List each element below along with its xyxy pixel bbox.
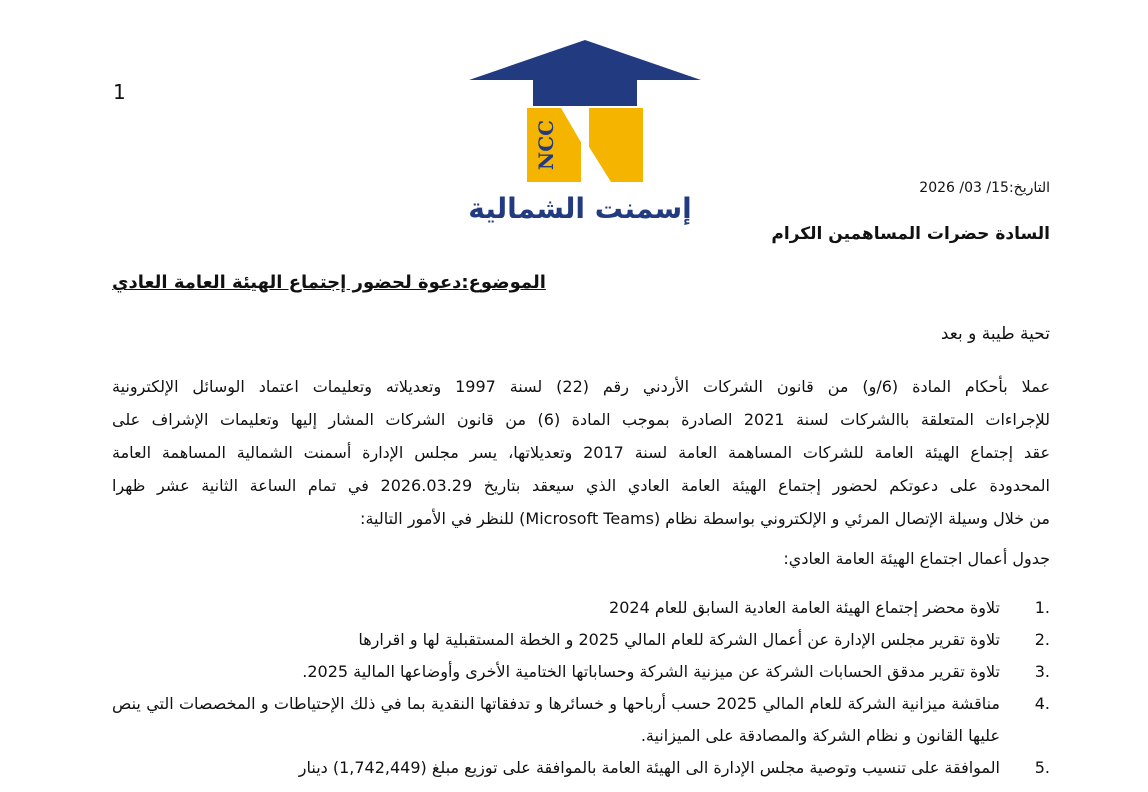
- body-line: من خلال وسيلة الإتصال المرئي و الإلكتروني بواسطة نظام (Microsoft Teams) للنظر في الأمور التالية:: [360, 509, 1050, 528]
- logo-mark-icon: [465, 36, 705, 196]
- agenda-item: [112, 656, 1050, 688]
- agenda-item-text: مناقشة ميزانية الشركة للعام المالي 2025 حسب أرباحها و خسائرها و تدفقاتها النقدية بما في ذلك الإحتياطات و المخصصات التي ينص عليها القانون و نظام الشركة والمصادقة على الميزانية.: [112, 694, 1000, 745]
- agenda-item-text: تلاوة محضر إجتماع الهيئة العامة العادية السابق للعام 2024: [609, 598, 1000, 617]
- agenda-item-text: تلاوة تقرير مجلس الإدارة عن أعمال الشركة للعام المالي 2025 و الخطة المستقبلية لها و اقرارها: [358, 630, 1000, 649]
- agenda-item-number: .5: [1034, 758, 1050, 777]
- body-line: المحدودة على دعوتكم لحضور إجتماع الهيئة العامة العادي الذي سيعقد بتاريخ 2026.03.29 في تمام الساعة الثانية عشر ظهرا: [112, 476, 1050, 495]
- letter-date: التاريخ:15/ 03/ 2026: [919, 180, 1050, 196]
- agenda-list: [112, 592, 1050, 784]
- body-line: عملا بأحكام المادة (6/و) من قانون الشركات الأردني رقم (22) لسنة 1997 وتعديلاته وتعليمات اعتماد الوسائل الإلكترونية: [112, 377, 1051, 396]
- greeting: تحية طيبة و بعد: [940, 324, 1050, 344]
- company-logo: [465, 36, 705, 236]
- logo-brand-letters: NCC: [534, 119, 558, 171]
- agenda-item: [112, 592, 1050, 624]
- addressee: السادة حضرات المساهمين الكرام: [771, 224, 1050, 244]
- agenda-item-number: .3: [1034, 662, 1050, 681]
- logo-arabic-name: إسمنت الشمالية: [468, 192, 692, 225]
- agenda-heading: جدول أعمال اجتماع الهيئة العامة العادي:: [783, 549, 1050, 568]
- agenda-item: [112, 688, 1050, 752]
- body-line: عقد إجتماع الهيئة العامة للشركات المساهمة العامة لسنة 2017 وتعديلاتها، يسر مجلس الإدارة أسمنت الشمالية المساهمة العامة: [112, 443, 1051, 462]
- agenda-item-number: .4: [1034, 694, 1050, 713]
- page-number: 1: [113, 80, 126, 104]
- agenda-item-text: تلاوة تقرير مدقق الحسابات الشركة عن ميزنية الشركة وحساباتها الختامية الأخرى وأوضاعها المالية 2025.: [302, 662, 1000, 681]
- body-line: للإجراءات المتعلقة باالشركات لسنة 2021 الصادرة بموجب المادة (6) من قانون الشركات المشار إليها وتعليمات الإشراف على: [112, 410, 1051, 429]
- agenda-item: [112, 752, 1050, 784]
- agenda-item-number: .1: [1034, 598, 1050, 617]
- agenda-item: [112, 624, 1050, 656]
- body-paragraph: [112, 370, 1050, 535]
- agenda-item-number: .2: [1034, 630, 1050, 649]
- letter-subject: الموضوع:دعوة لحضور إجتماع الهيئة العامة العادي: [112, 272, 546, 293]
- agenda-item-text: الموافقة على تنسيب وتوصية مجلس الإدارة الى الهيئة العامة بالموافقة على توزيع مبلغ (1,742,449) دينار: [298, 758, 1000, 777]
